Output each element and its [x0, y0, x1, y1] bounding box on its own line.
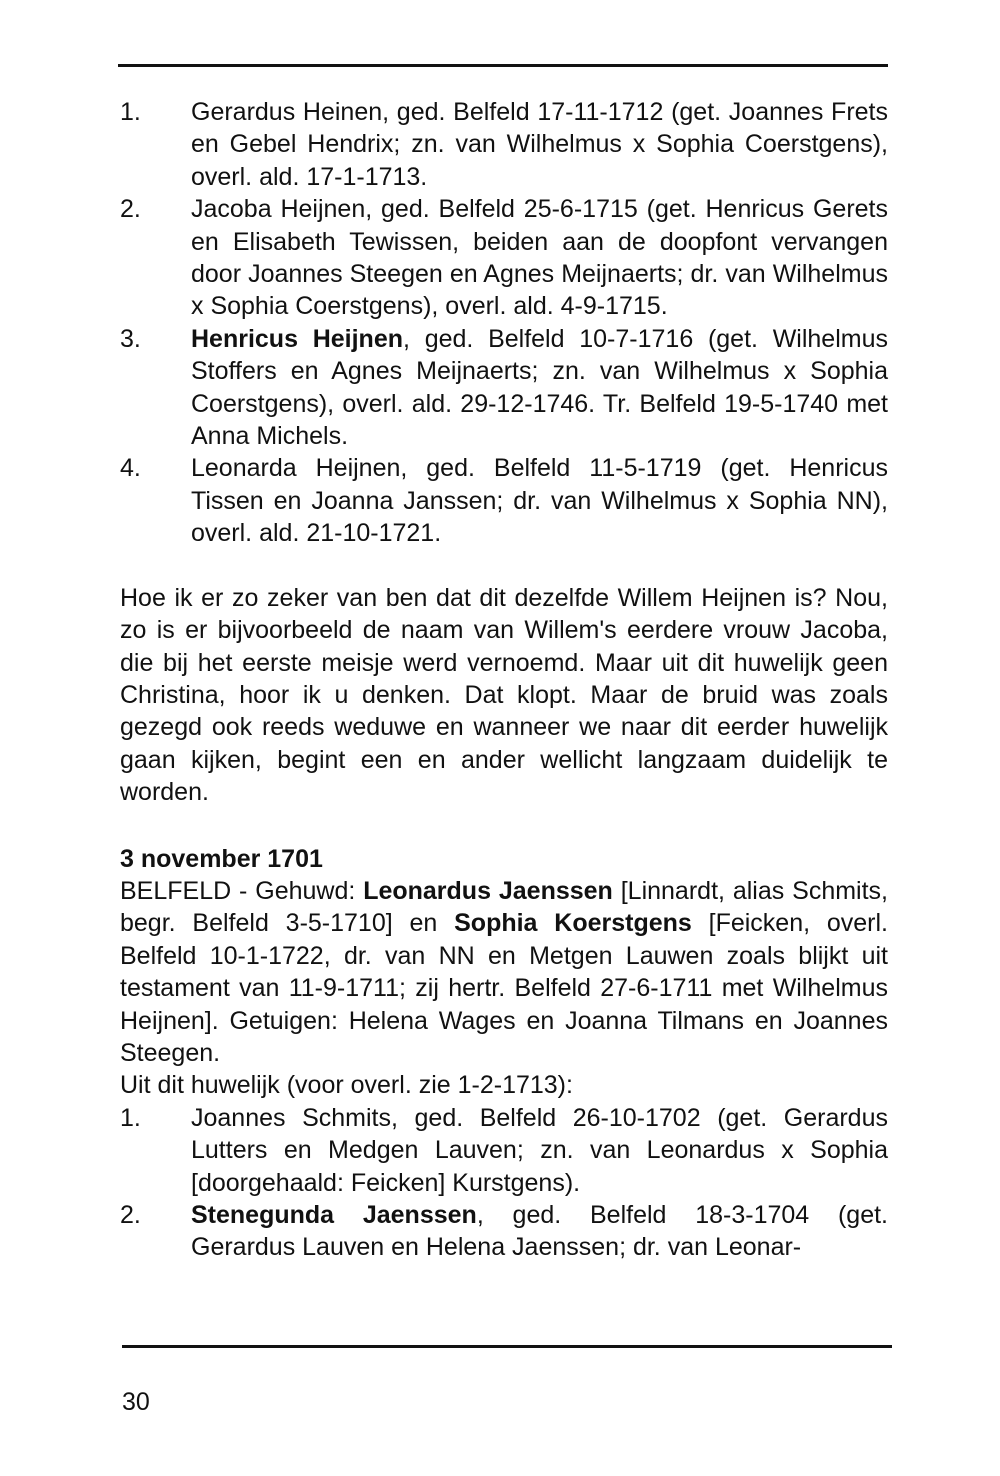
- text-segment: BELFELD - Gehuwd:: [120, 876, 364, 905]
- list-item: [120, 323, 888, 453]
- spacer: [120, 550, 888, 582]
- list-item-text: [191, 323, 888, 453]
- list-item: [120, 1102, 888, 1199]
- list-item-text: [191, 96, 888, 193]
- list-item-text: [191, 1102, 888, 1199]
- text-segment: Jacoba Heijnen, ged. Belfeld 25-6-1715 (get. Henricus Gerets en Elisabeth Tewissen, beiden aan de doopfont vervangen door Joannes Steegen en Agnes Meijnaerts; dr. van Wilhelmus x Sophia Coerstgens), overl. ald. 4-9-1715.: [191, 195, 888, 321]
- text-segment: , ged. Belfeld 18-3-1704 (get. Gerardus Lauven en Helena Jaenssen; dr. van Leonar-: [191, 1201, 889, 1262]
- list-number: 4.: [120, 454, 141, 483]
- top-rule: [118, 64, 888, 67]
- person-name: Henricus Heijnen: [191, 324, 404, 353]
- bottom-rule: [122, 1345, 892, 1348]
- spacer: [120, 809, 888, 843]
- children-list-heijnen: [120, 96, 888, 550]
- children-list-jaenssen: [120, 1102, 888, 1264]
- list-number: 2.: [120, 195, 141, 224]
- person-name: Stenegunda Jaenssen: [191, 1201, 477, 1229]
- children-intro: Uit dit huwelijk (voor overl. zie 1-2-1713):: [120, 1071, 573, 1100]
- list-item: [120, 96, 888, 193]
- person-name: Sophia Koerstgens: [454, 909, 692, 938]
- list-item-text: [191, 193, 888, 323]
- list-number: 3.: [120, 324, 141, 353]
- text-segment: Joannes Schmits, ged. Belfeld 26-10-1702 (get. Gerardus Lutters en Medgen Lauven; zn. van Leonardus x Sophia [doorgehaald: Feicken] Kurstgens).: [191, 1103, 888, 1197]
- marriage-record: [120, 875, 888, 1069]
- section-heading: 3 november 1701: [120, 844, 323, 873]
- body-paragraph: Hoe ik er zo zeker van ben dat dit dezelfde Willem Heijnen is? Nou, zo is er bijvoorbeeld de naam van Willem's eerdere vrouw Jacoba, die bij het eerste meisje werd vernoemd. Maar uit dit huwelijk geen Christina, hoor ik u denken. Dat klopt. Maar de bruid was zoals gezegd ook reeds weduwe en wanneer we naar dit eerder huwelijk gaan kijken, begint een en ander wellicht langzaam duidelijk te worden.: [120, 583, 888, 807]
- list-number: 1.: [120, 98, 141, 126]
- list-item: [120, 1199, 888, 1264]
- person-name: Leonardus Jaenssen: [363, 876, 613, 905]
- list-item: [120, 452, 888, 549]
- text-segment: Leonarda Heijnen, ged. Belfeld 11-5-1719 (get. Henricus Tissen en Joanna Janssen; dr. van Wilhelmus x Sophia NN), overl. ald. 21-10-1721.: [191, 454, 888, 548]
- text-segment: [Feicken, overl. Belfeld 10-1-1722, dr. van NN en Metgen Lauwen zoals blijkt uit testament van 11-9-1711; zij hertr. Belfeld 27-6-1711 met Wilhelmus Heijnen]. Getuigen: Helena Wages en Joanna Tilmans en Joannes Steegen.: [120, 909, 888, 1067]
- text-segment: , ged. Belfeld 10-7-1716 (get. Wilhelmus Stoffers en Agnes Meijnaerts; zn. van Wilhelmus x Sophia Coerstgens), overl. ald. 29-12-1746. Tr. Belfeld 19-5-1740 met Anna Michels.: [191, 324, 888, 451]
- list-item: [120, 193, 888, 323]
- page-number: 30: [122, 1388, 150, 1416]
- text-segment: [Linnardt, alias Schmits, begr. Belfeld 3-5-1710] en: [120, 876, 888, 938]
- list-number: 1.: [120, 1103, 141, 1132]
- list-number: 2.: [120, 1201, 141, 1229]
- list-item-text: [191, 452, 888, 549]
- text-segment: Gerardus Heinen, ged. Belfeld 17-11-1712 (get. Joannes Frets en Gebel Hendrix; zn. van Wilhelmus x Sophia Coerstgens), overl. ald. 17-1-1713.: [191, 98, 888, 191]
- list-item-text: [191, 1199, 888, 1264]
- page-body: [120, 96, 888, 1264]
